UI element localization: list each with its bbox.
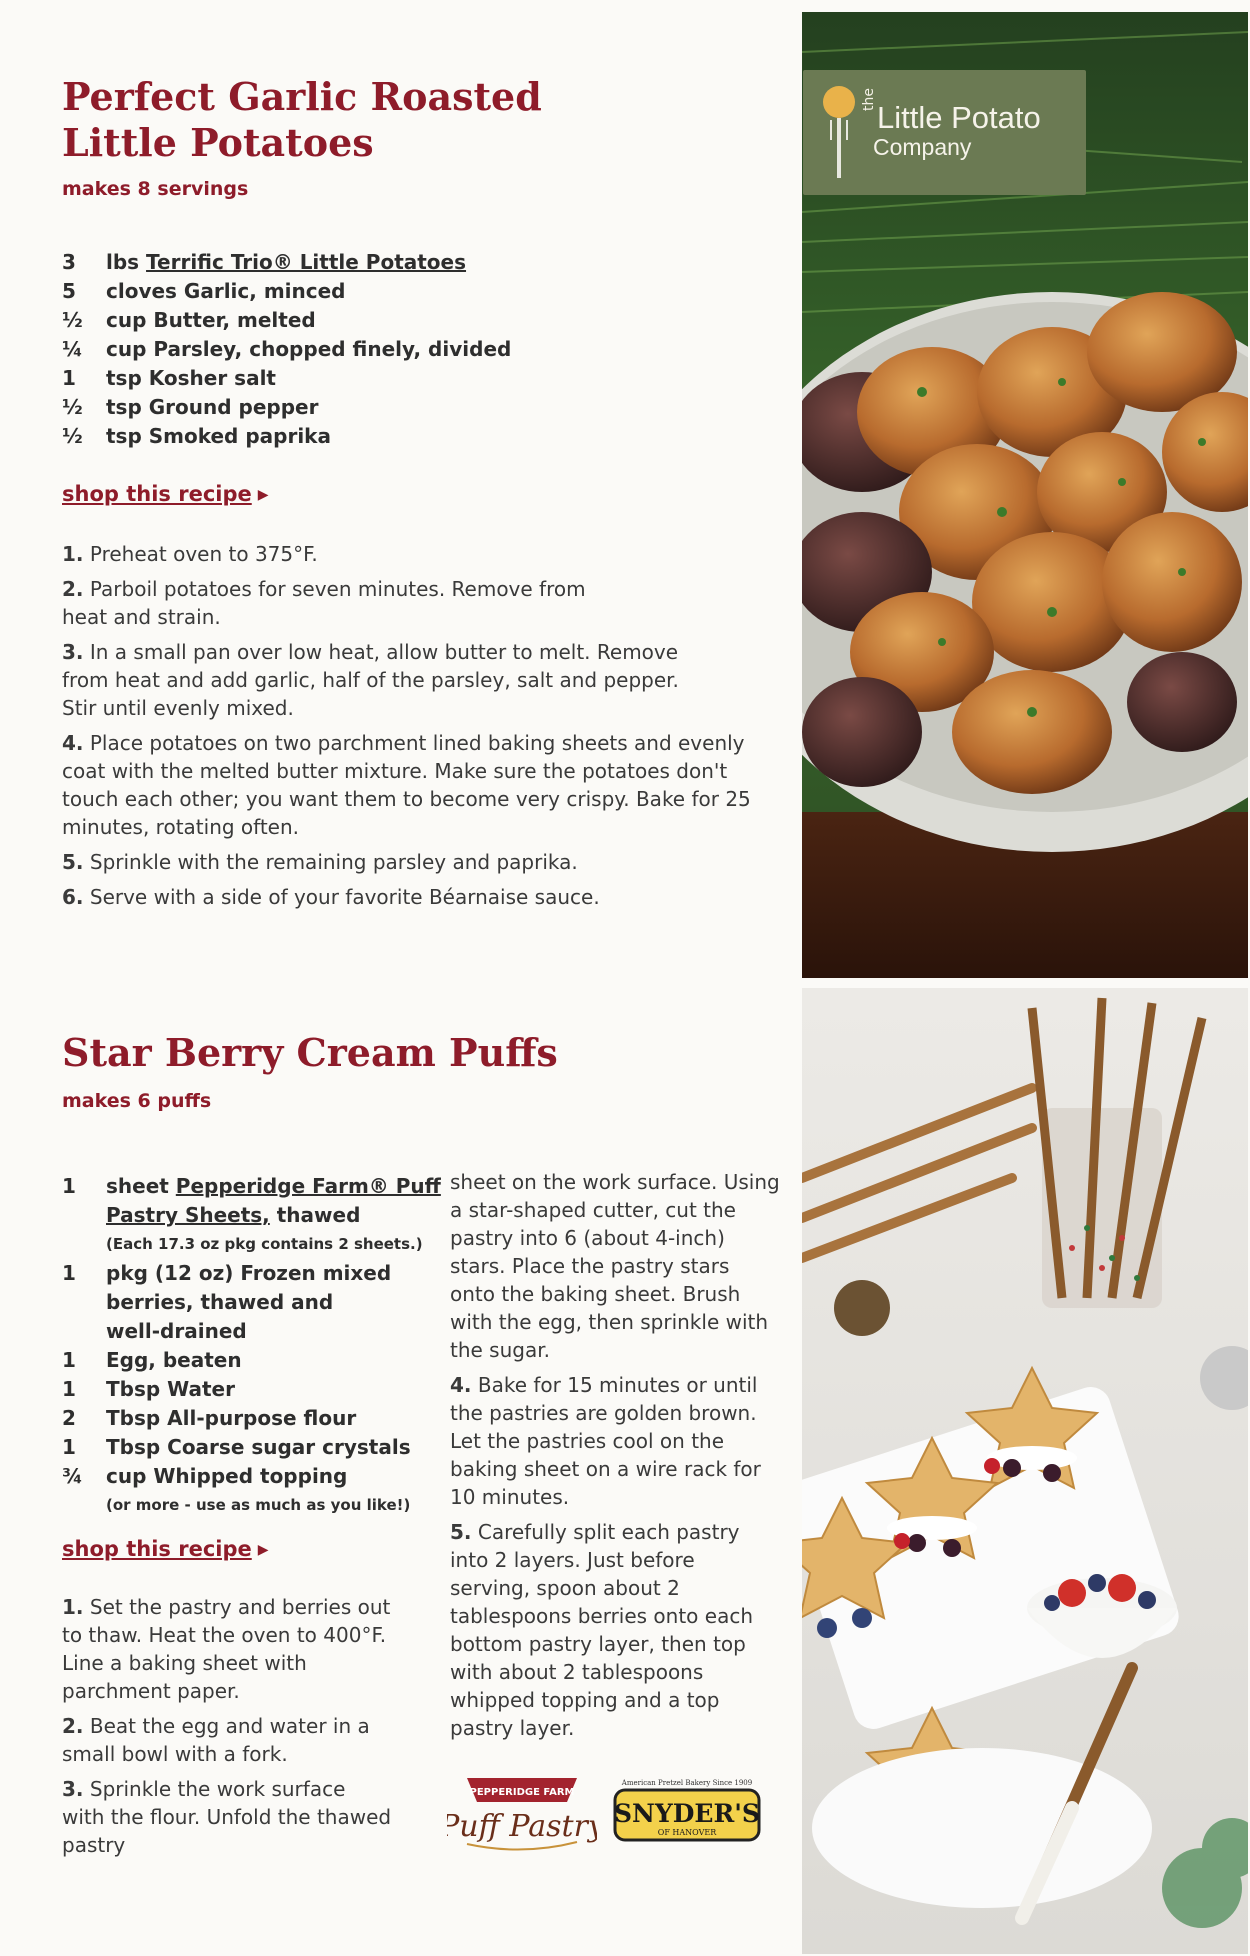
step-text: Place potatoes on two parchment lined baking sheets and evenly coat with the melted butter mixture. Make sure the potatoes don't touch each other; you want them to become very crispy. Bake for 25 minutes, rotating often. [62, 731, 751, 839]
recipe1-servings: makes 8 servings [62, 178, 249, 200]
ingredient-row [62, 335, 511, 364]
step [450, 1168, 780, 1364]
step [62, 638, 702, 722]
ingredient-text: lbs [106, 250, 147, 274]
ingredient-note: (or more - use as much as you like!) [106, 1496, 411, 1514]
cream-puff-photo-illustration [802, 988, 1248, 1954]
step-number: 5. [62, 850, 84, 874]
play-arrow-icon: ▶ [257, 487, 269, 503]
ingredient-text: tsp Smoked paprika [106, 424, 331, 448]
ingredient-qty: 2 [62, 1406, 76, 1430]
ingredient-qty: 5 [62, 279, 76, 303]
step-number: 4. [62, 731, 84, 755]
ingredient-row [62, 277, 511, 306]
step [62, 883, 762, 911]
step-number: 1. [62, 1595, 84, 1619]
pepperidge-farm-link[interactable]: Pepperidge Farm® Puff [175, 1174, 441, 1198]
ingredient-text: pkg (12 oz) Frozen mixed [106, 1261, 392, 1285]
step [450, 1371, 780, 1511]
step-text: Carefully split each pastry into 2 layers. Just before serving, spoon about 2 tablespoons berries onto each bottom pastry layer, then top with about 2 tablespoons whipped topping and a top pastry layer. [450, 1520, 754, 1740]
logo-little-potato-text: Little Potato [877, 100, 1041, 135]
recipe2-title: Star Berry Cream Puffs [62, 1030, 558, 1075]
ingredient-qty: ½ [62, 395, 83, 419]
recipe1-title-line1: Perfect Garlic Roasted [62, 74, 542, 119]
step [62, 575, 622, 631]
ingredient-qty: 3 [62, 250, 76, 274]
ingredient-text: thawed [269, 1203, 361, 1227]
ingredient-qty: ½ [62, 424, 83, 448]
step [62, 848, 762, 876]
pepperidge-farm-text: PEPPERIDGE FARM [469, 1787, 575, 1798]
ingredient-row [62, 1201, 452, 1230]
ingredient-note: (Each 17.3 oz pkg contains 2 sheets.) [106, 1235, 423, 1253]
ingredient-row [62, 364, 511, 393]
ingredient-row [62, 248, 511, 277]
ingredient-qty: 1 [62, 1435, 76, 1459]
ingredient-row [62, 393, 511, 422]
shop-link-label: shop this recipe [62, 1537, 252, 1561]
ingredient-row [62, 1433, 452, 1462]
step-number: 5. [450, 1520, 472, 1544]
ingredient-text: tsp Kosher salt [106, 366, 276, 390]
ingredient-qty: 1 [62, 1348, 76, 1372]
step-number: 1. [62, 542, 84, 566]
snyders-tagline-text: American Pretzel Bakery Since 1909 [621, 1779, 753, 1787]
step [62, 540, 762, 568]
little-potato-company-logo [803, 70, 1086, 195]
step-text: In a small pan over low heat, allow butter to melt. Remove from heat and add garlic, half of the parsley, salt and pepper. Stir until evenly mixed. [62, 640, 679, 720]
step-number: 4. [450, 1373, 472, 1397]
ingredient-row [62, 1259, 452, 1288]
ingredient-text: Egg, beaten [106, 1348, 242, 1372]
ingredient-qty: 1 [62, 1377, 76, 1401]
ingredient-row [62, 1172, 452, 1201]
logo-the-text: the [861, 88, 877, 111]
step-text: Sprinkle with the remaining parsley and paprika. [89, 850, 578, 874]
shop-link-label: shop this recipe [62, 482, 252, 506]
ingredient-text: sheet [106, 1174, 176, 1198]
ingredient-qty: 1 [62, 366, 76, 390]
step [62, 1593, 392, 1705]
step-number: 6. [62, 885, 84, 909]
ingredient-text: Tbsp Coarse sugar crystals [106, 1435, 411, 1459]
ingredient-text: cup Butter, melted [106, 308, 316, 332]
ingredient-text: cloves Garlic, minced [106, 279, 346, 303]
ingredient-text: berries, thawed and [106, 1290, 334, 1314]
ingredient-row [62, 306, 511, 335]
ingredient-row [62, 1462, 452, 1491]
recipe2-steps-right [450, 1168, 780, 1749]
ingredient-row [62, 1288, 452, 1317]
puff-pastry-sheets-link[interactable]: Pastry Sheets, [106, 1203, 270, 1227]
step-number: 3. [62, 640, 84, 664]
puff-pastry-script-text: Puff Pastry [447, 1809, 597, 1844]
step-text: Serve with a side of your favorite Béarnaise sauce. [89, 885, 600, 909]
ingredient-text: cup Whipped topping [106, 1464, 348, 1488]
ingredient-qty: ¼ [62, 337, 83, 361]
recipe2-servings: makes 6 puffs [62, 1090, 212, 1112]
ingredient-text: well-drained [106, 1319, 247, 1343]
step-text: Preheat oven to 375°F. [89, 542, 318, 566]
ingredient-qty: 1 [62, 1174, 76, 1198]
recipe2-steps-left [62, 1593, 392, 1866]
ingredient-text: Tbsp Water [106, 1377, 235, 1401]
recipe1-ingredient-list [62, 248, 511, 451]
step-number: 2. [62, 1714, 84, 1738]
step-text: sheet on the work surface. Using a star-shaped cutter, cut the pastry into 6 (about 4-inch) stars. Place the pastry stars onto the baking sheet. Brush with the egg, then sprinkle with the sugar. [450, 1170, 780, 1362]
step [62, 1712, 392, 1768]
ingredient-row [62, 422, 511, 451]
terrific-trio-link[interactable]: Terrific Trio® Little Potatoes [146, 250, 467, 274]
shop-recipe1-link[interactable] [62, 482, 269, 506]
step [62, 729, 762, 841]
recipe1-title [62, 74, 542, 166]
step-number: 3. [62, 1777, 84, 1801]
recipe1-title-line2: Little Potatoes [62, 120, 374, 165]
ingredient-qty: 1 [62, 1261, 76, 1285]
step-number: 2. [62, 577, 84, 601]
step-text: Sprinkle the work surface with the flour. Unfold the thawed pastry [62, 1777, 392, 1857]
recipe1-steps [62, 540, 762, 918]
step-text: Beat the egg and water in a small bowl with a fork. [62, 1714, 370, 1766]
cream-puff-photo [802, 988, 1248, 1954]
pepperidge-farm-puff-pastry-logo [447, 1770, 597, 1860]
step-text: Set the pastry and berries out to thaw. Heat the oven to 400°F. Line a baking sheet with parchment paper. [62, 1595, 391, 1703]
ingredient-row [62, 1317, 452, 1346]
ingredient-qty: ½ [62, 308, 83, 332]
ingredient-text: cup Parsley, chopped finely, divided [106, 337, 512, 361]
step [62, 1775, 392, 1859]
ingredient-qty: ¾ [62, 1464, 83, 1488]
ingredient-row [62, 1404, 452, 1433]
ingredient-row [62, 1346, 452, 1375]
logo-company-text: Company [873, 134, 972, 160]
shop-recipe2-link[interactable] [62, 1537, 269, 1561]
step [450, 1518, 780, 1742]
ingredient-text: Tbsp All-purpose flour [106, 1406, 357, 1430]
snyders-text: SNYDER'S [614, 1799, 760, 1828]
ingredient-text: tsp Ground pepper [106, 395, 319, 419]
recipe2-ingredient-list [62, 1172, 452, 1520]
snyders-of-hanover-logo [612, 1776, 762, 1846]
play-arrow-icon: ▶ [257, 1542, 269, 1558]
ingredient-row [62, 1375, 452, 1404]
fork-potato-icon [815, 78, 865, 188]
ingredient-note-row [62, 1491, 452, 1520]
of-hanover-text: OF HANOVER [657, 1828, 717, 1837]
step-text: Bake for 15 minutes or until the pastries are golden brown. Let the pastries cool on the baking sheet on a wire rack for 10 minutes. [450, 1373, 761, 1509]
ingredient-note-row [62, 1230, 452, 1259]
step-text: Parboil potatoes for seven minutes. Remove from heat and strain. [62, 577, 586, 629]
